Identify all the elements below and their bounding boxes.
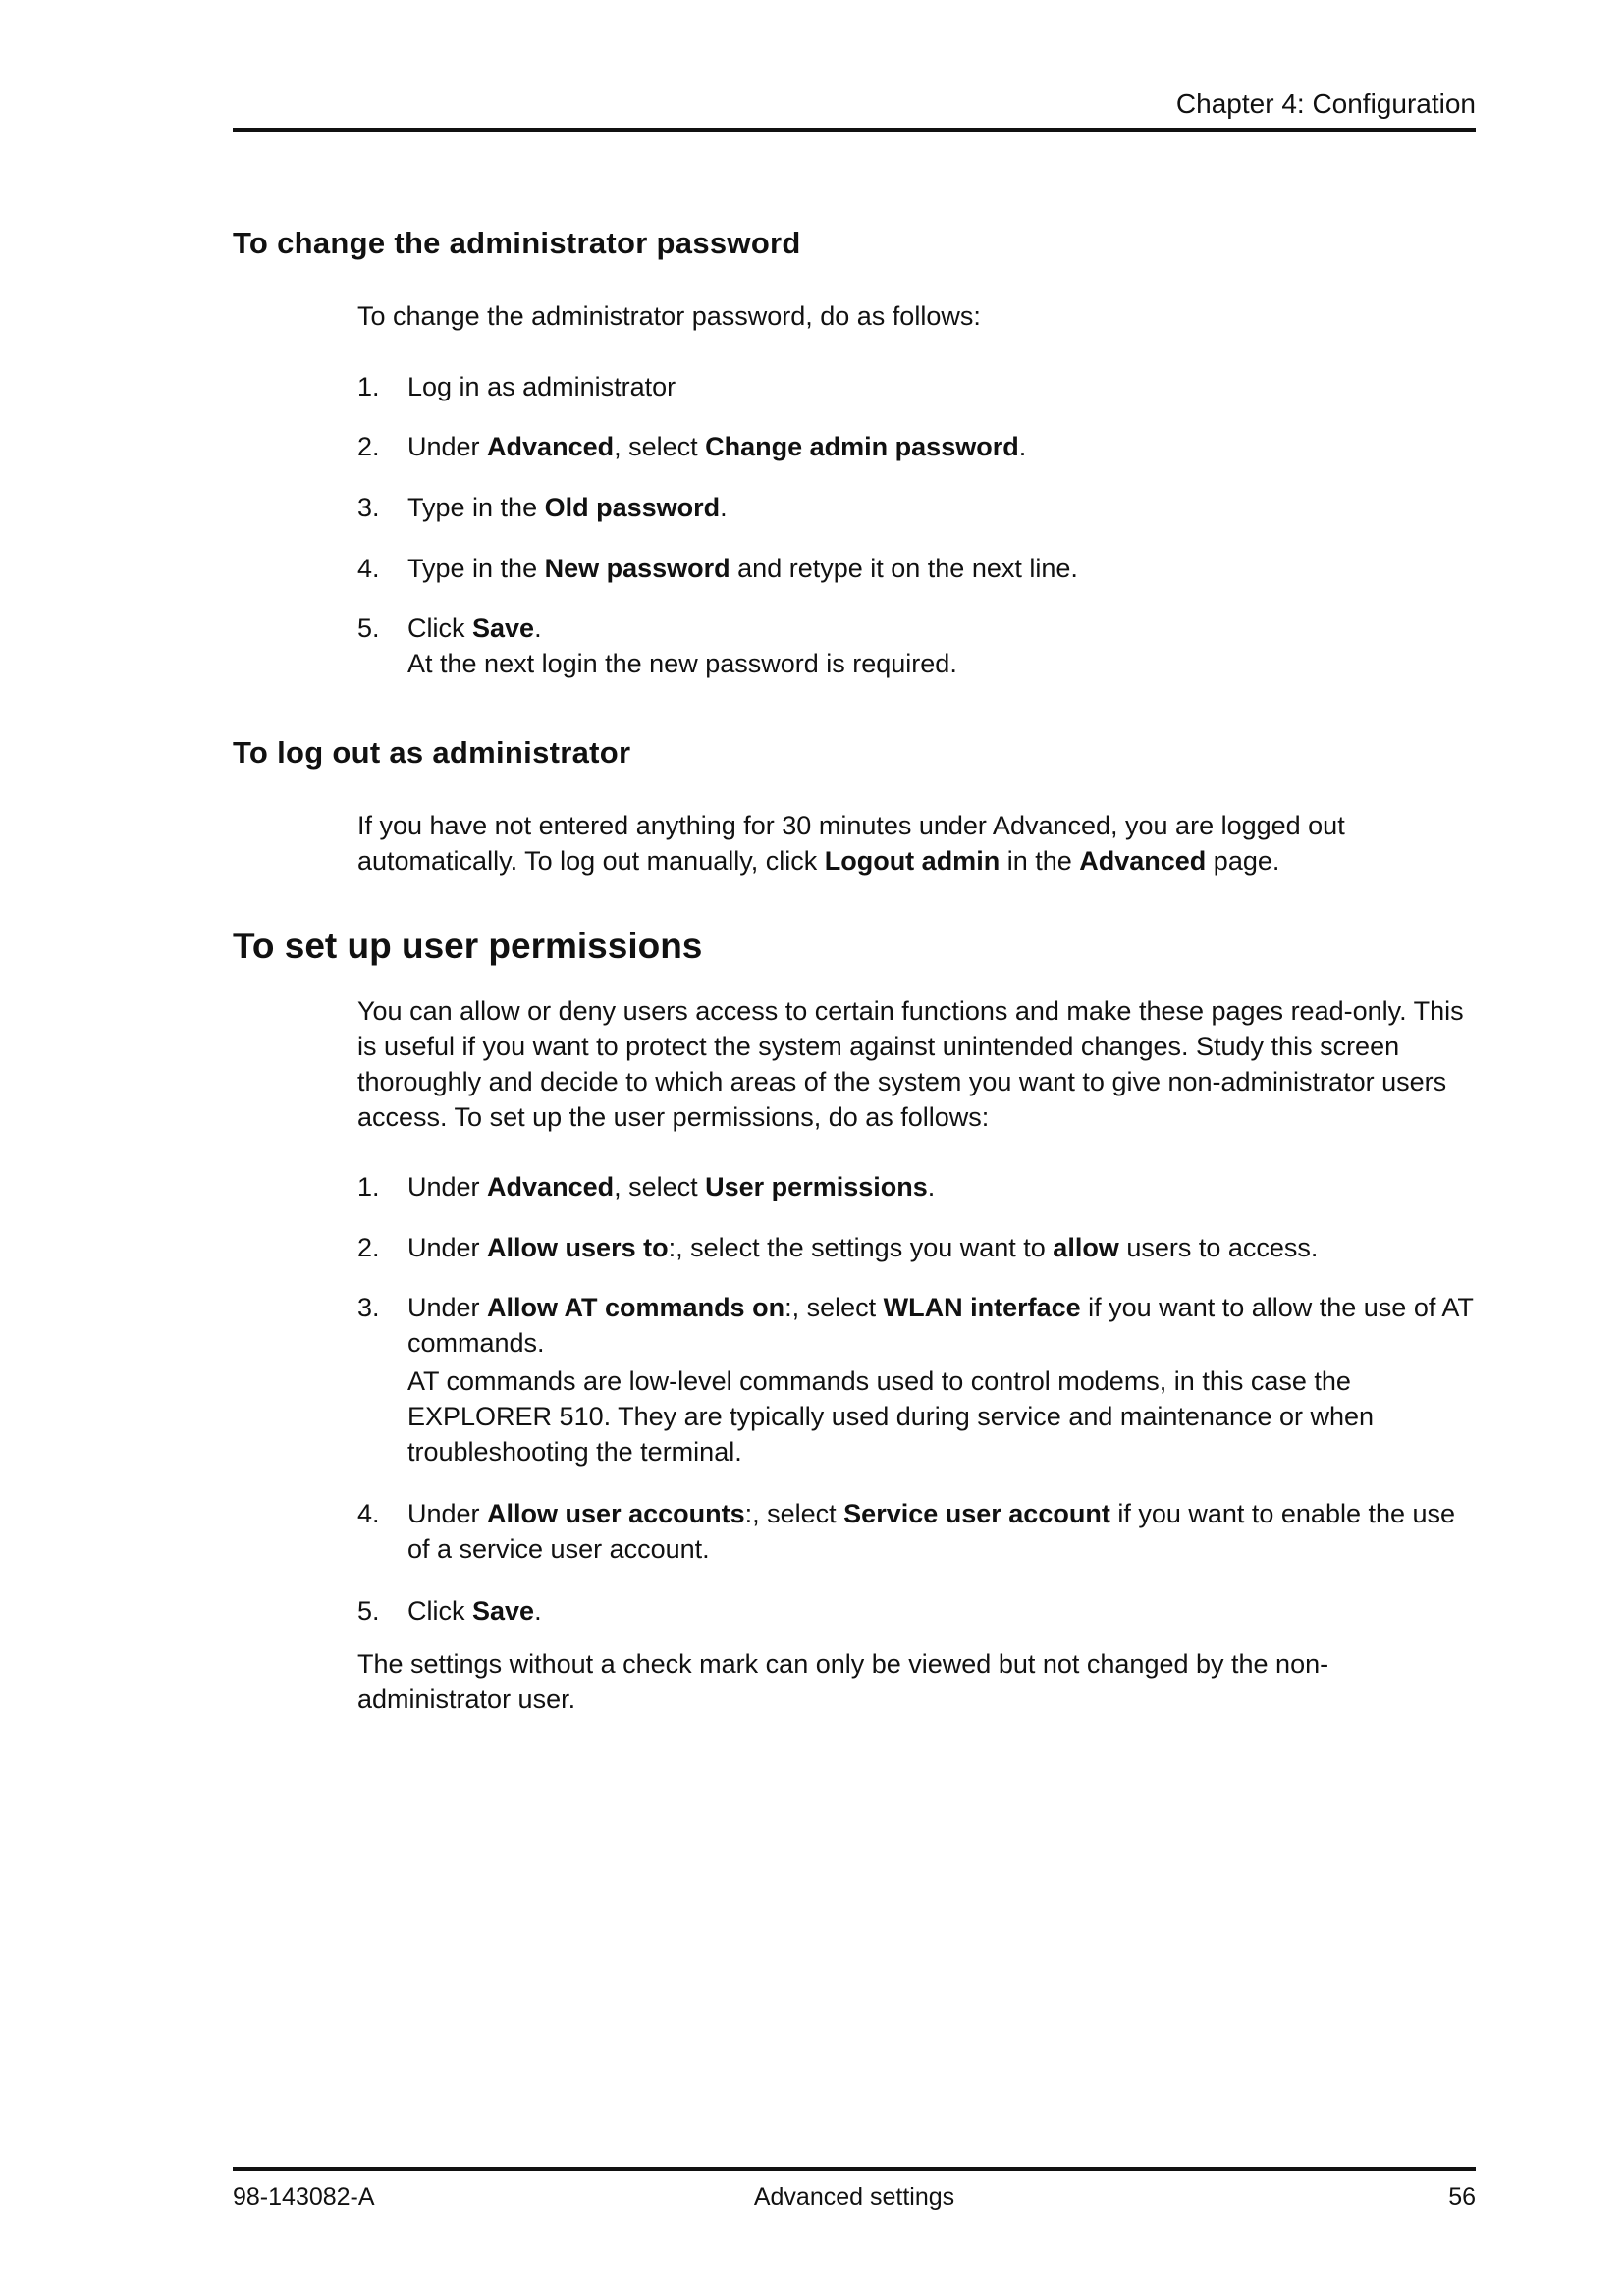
step-text: Click Save. At the next login the new password is required. — [407, 611, 1478, 681]
step-text: Under Advanced, select User permissions. — [407, 1172, 936, 1201]
heading-user-permissions: To set up user permissions — [233, 926, 703, 966]
page-header — [233, 86, 1476, 132]
heading-logout: To log out as administrator — [233, 735, 631, 770]
step-number: 2. — [357, 1233, 380, 1262]
step-note: At the next login the new password is required. — [407, 649, 957, 678]
intro-user-permissions: You can allow or deny users access to certain functions and make these pages read-only. This is useful if you want to protect the system against unintended changes. Study this screen thoroughly and decide to which areas of the system you want to give non-administrator users access. To set up the user permissions, do as follows: — [357, 996, 1464, 1132]
step-text: Under Allow users to:, select the settings you want to allow users to access. — [407, 1233, 1319, 1262]
step-number: 4. — [357, 1499, 380, 1528]
chapter-title: Chapter 4: Configuration — [1175, 88, 1476, 119]
page-number: 56 — [1448, 2183, 1476, 2211]
step-number: 4. — [357, 554, 380, 583]
heading-change-admin-password: To change the administrator password — [233, 226, 801, 260]
step-number: 1. — [357, 372, 380, 401]
closing-paragraph: The settings without a check mark can only be viewed but not changed by the non-administrator user. — [357, 1649, 1329, 1714]
step-text: Under Allow AT commands on:, select WLAN interface if you want to allow the use of AT commands. AT commands are low-level commands used to control modems, in this case the EXPLORER 510. They are typically used during service and maintenance or when troubleshooting the terminal. — [407, 1290, 1478, 1469]
logout-paragraph: If you have not entered anything for 30 minutes under Advanced, you are logged out automatically. To log out manually, click Logout admin in the Advanced page. — [357, 811, 1345, 876]
step-text: Type in the Old password. — [407, 493, 728, 522]
document-number: 98-143082-A — [233, 2183, 375, 2211]
footer-section-title: Advanced settings — [753, 2183, 955, 2211]
step-number: 1. — [357, 1172, 380, 1201]
step-text: Under Allow user accounts:, select Service user account if you want to enable the use of a service user account. — [407, 1499, 1456, 1564]
step-number: 3. — [357, 1293, 380, 1322]
step-note: AT commands are low-level commands used to control modems, in this case the EXPLORER 510. They are typically used during service and maintenance or when troubleshooting the terminal. — [407, 1366, 1375, 1467]
step-number: 5. — [357, 1596, 380, 1626]
step-text: Click Save. — [407, 1596, 542, 1626]
step-text: Type in the New password and retype it on the next line. — [407, 554, 1078, 583]
step-number: 2. — [357, 432, 380, 461]
intro-change-admin-password: To change the administrator password, do as follows: — [357, 301, 981, 331]
page-footer — [233, 2167, 1476, 2215]
step-number: 3. — [357, 493, 380, 522]
step-text: Log in as administrator — [407, 372, 676, 401]
step-text: Under Advanced, select Change admin password. — [407, 432, 1027, 461]
step-number: 5. — [357, 614, 380, 643]
